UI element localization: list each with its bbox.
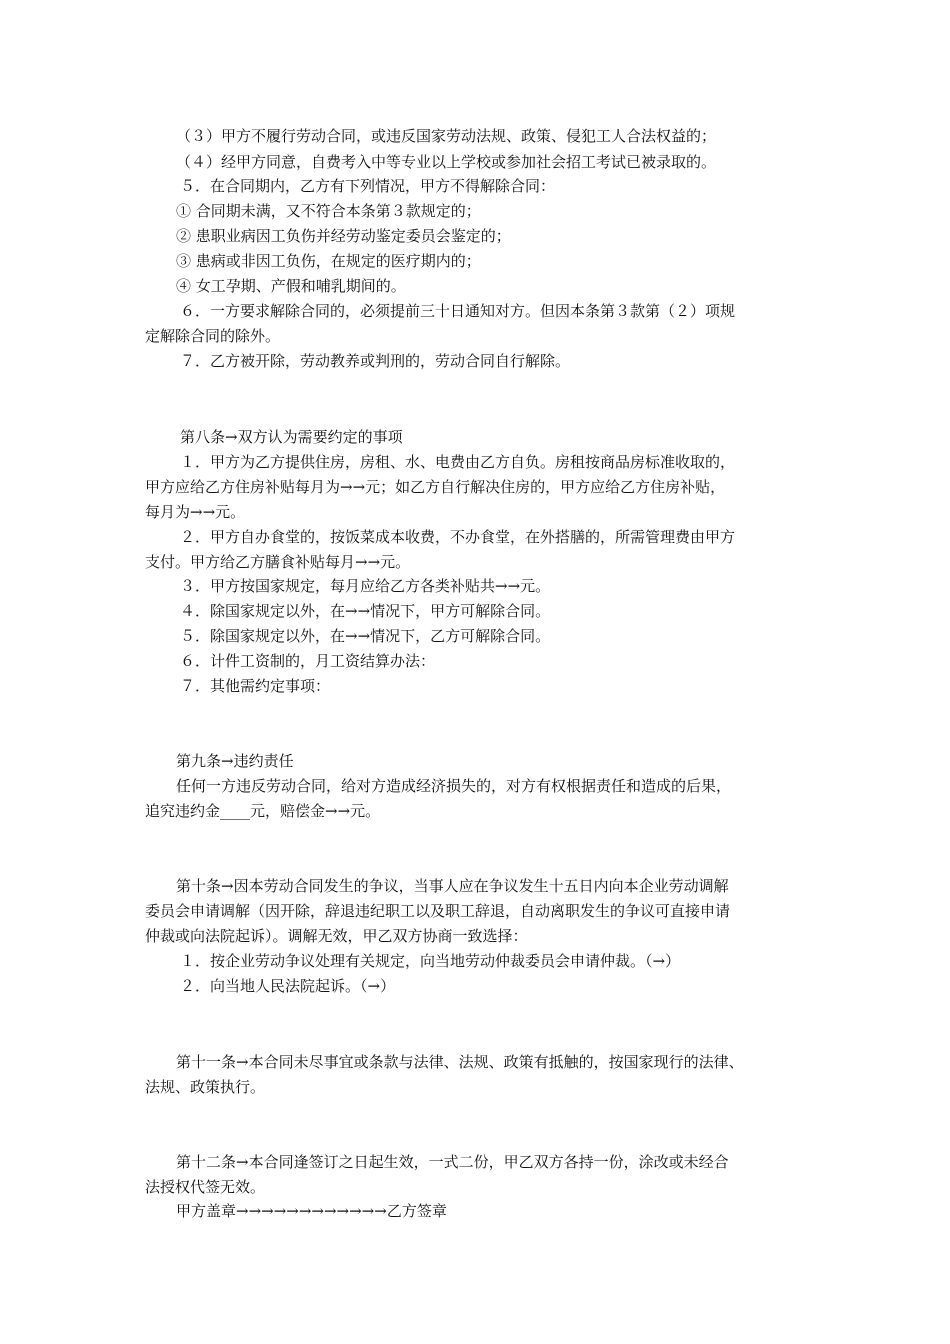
text-line: ３．甲方按国家规定，每月应给乙方各类补贴共→→元。 [180, 577, 551, 595]
text-line: （３）甲方不履行劳动合同，或违反国家劳动法规、政策、侵犯工人合法权益的； [176, 127, 717, 145]
signature-line: 甲方盖章→→→→→→→→→→→→乙方签章 [176, 1202, 447, 1220]
text-line: 定解除合同的除外。 [145, 327, 281, 345]
text-line: ６．一方要求解除合同的，必须提前三十日通知对方。但因本条第３款第（２）项规 [180, 302, 736, 320]
text-line: （４）经甲方同意，自费考入中等专业以上学校或参加社会招工考试已被录取的。 [176, 153, 717, 171]
text-line: １．甲方为乙方提供住房，房租、水、电费由乙方自负。房租按商品房标准收取的， [180, 453, 736, 471]
text-line: １．按企业劳动争议处理有关规定，向当地劳动仲裁委员会申请仲裁。（→） [180, 952, 681, 970]
text-line: ４．除国家规定以外，在→→情况下，甲方可解除合同。 [180, 602, 551, 620]
text-line: ５．除国家规定以外，在→→情况下，乙方可解除合同。 [180, 627, 551, 645]
text-line: 追究违约金____元，赔偿金→→元。 [145, 802, 381, 820]
text-line: 每月为→→元。 [145, 503, 246, 521]
text-line: ５．在合同期内，乙方有下列情况，甲方不得解除合同： [180, 177, 556, 195]
text-line: ② 患职业病因工负伤并经劳动鉴定委员会鉴定的； [176, 227, 511, 245]
text-line: ７．其他需约定事项： [180, 677, 331, 695]
text-line: 支付。甲方给乙方膳食补贴每月→→元。 [145, 553, 411, 571]
text-line: 法规、政策执行。 [145, 1078, 266, 1096]
text-line: ③ 患病或非因工负伤，在规定的医疗期内的； [176, 252, 481, 270]
section-heading: 第十二条→本合同逢签订之日起生效，一式二份，甲乙双方各持一份，涂改或未经合 [176, 1153, 729, 1171]
text-line: 委员会申请调解（因开除，辞退违纪职工以及职工辞退，自动离职发生的争议可直接申请 [145, 902, 731, 920]
text-line: ① 合同期未满，又不符合本条第３款规定的； [176, 202, 481, 220]
text-line: 甲方应给乙方住房补贴每月为→→元；如乙方自行解决住房的，甲方应给乙方住房补贴， [145, 478, 726, 496]
section-heading: 第十条→因本劳动合同发生的争议，当事人应在争议发生十五日内向本企业劳动调解 [176, 877, 729, 895]
text-line: ７．乙方被开除，劳动教养或判刑的，劳动合同自行解除。 [180, 352, 571, 370]
section-heading: 第九条→违约责任 [176, 752, 294, 770]
text-line: ２．甲方自办食堂的，按饭菜成本收费，不办食堂，在外搭膳的，所需管理费由甲方 [180, 528, 736, 546]
section-heading: 第八条→双方认为需要约定的事项 [180, 428, 403, 446]
text-line: ④ 女工孕期、产假和哺乳期间的。 [176, 277, 406, 295]
text-line: ２．向当地人民法院起诉。（→） [180, 977, 396, 995]
text-line: 仲裁或向法院起诉）。调解无效，甲乙双方协商一致选择： [145, 927, 528, 945]
section-heading: 第十一条→本合同未尽事宜或条款与法律、法规、政策有抵触的，按国家现行的法律、 [176, 1053, 744, 1071]
text-line: ６．计件工资制的，月工资结算办法： [180, 652, 436, 670]
text-line: 法授权代签无效。 [145, 1178, 266, 1196]
text-line: 任何一方违反劳动合同，给对方造成经济损失的，对方有权根据责任和造成的后果， [176, 777, 732, 795]
